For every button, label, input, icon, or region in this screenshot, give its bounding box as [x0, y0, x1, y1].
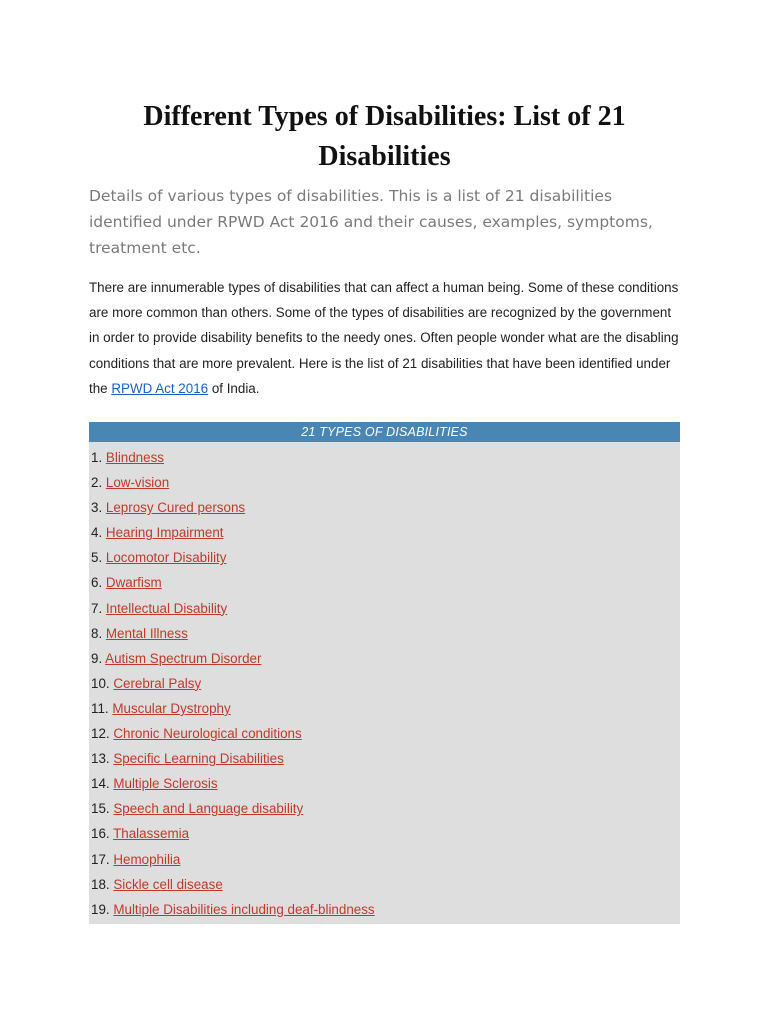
disability-link[interactable]: Locomotor Disability	[105, 550, 227, 566]
list-item-number: 15.	[91, 801, 110, 817]
disability-link[interactable]: Hearing Impairment	[105, 525, 224, 541]
disability-link[interactable]: Thalassemia	[113, 826, 190, 842]
disability-link[interactable]: Low-vision	[105, 475, 170, 491]
disability-link[interactable]: Mental Illness	[105, 625, 188, 641]
list-item	[89, 721, 680, 746]
disability-link[interactable]: Multiple Sclerosis	[113, 776, 218, 792]
list-item	[89, 646, 680, 671]
list-item	[89, 445, 680, 470]
disability-link[interactable]: Cerebral Palsy	[113, 675, 202, 691]
list-item	[89, 796, 680, 821]
list-item	[89, 470, 680, 495]
list-item-number: 4.	[91, 525, 103, 541]
list-item	[89, 520, 680, 545]
list-item	[89, 897, 680, 922]
list-item-number: 7.	[91, 600, 103, 616]
intro-paragraph	[89, 275, 680, 401]
list-item	[89, 696, 680, 721]
disability-link[interactable]: Speech and Language disability	[113, 801, 304, 817]
list-item-number: 2.	[91, 475, 103, 491]
disability-link[interactable]: Multiple Disabilities including deaf-blindness	[113, 901, 375, 917]
list-item-number: 1.	[91, 450, 103, 466]
disability-link[interactable]: Leprosy Cured persons	[105, 500, 246, 516]
list-item-number: 17.	[91, 851, 110, 867]
disability-link[interactable]: Blindness	[105, 450, 164, 466]
list-item-number: 14.	[91, 776, 110, 792]
list-item-number: 9.	[91, 650, 103, 666]
disability-link[interactable]: Autism Spectrum Disorder	[105, 650, 262, 666]
list-item	[89, 847, 680, 872]
disability-link[interactable]: Hemophilia	[113, 851, 181, 867]
rpwd-act-link[interactable]: RPWD Act 2016	[111, 380, 209, 396]
intro-text: There are innumerable types of disabilities that can affect a human being. Some of these conditions are more common than others. Some of the types of disabilities are recognized by the government in order to provide disability benefits to the needy ones. Often people wonder what are the disabling conditions that are more prevalent. Here is the list of 21 disabilities that have been identified under the	[89, 280, 679, 396]
list-item	[89, 746, 680, 771]
list-item-number: 10.	[91, 675, 110, 691]
list-item	[89, 545, 680, 570]
list-item-number: 5.	[91, 550, 103, 566]
disabilities-list	[89, 442, 680, 924]
list-item	[89, 495, 680, 520]
disability-link[interactable]: Chronic Neurological conditions	[113, 726, 302, 742]
article-subtitle: Details of various types of disabilities. This is a list of 21 disabilities identified under RPWD Act 2016 and their causes, examples, symptoms, treatment etc.	[89, 187, 653, 257]
list-item	[89, 621, 680, 646]
list-item-number: 13.	[91, 751, 110, 767]
list-item	[89, 872, 680, 897]
page-title: Different Types of Disabilities: List of 21 Disabilities	[143, 101, 626, 172]
disability-link[interactable]: Specific Learning Disabilities	[113, 751, 284, 767]
intro-suffix: of India.	[208, 380, 260, 396]
disability-link[interactable]: Dwarfism	[105, 575, 162, 591]
list-item-number: 6.	[91, 575, 103, 591]
disabilities-table	[89, 422, 680, 924]
list-item-number: 8.	[91, 625, 103, 641]
disability-link[interactable]: Intellectual Disability	[105, 600, 228, 616]
list-item-number: 3.	[91, 500, 103, 516]
list-item-number: 12.	[91, 726, 110, 742]
article	[89, 97, 680, 924]
list-item	[89, 570, 680, 595]
list-item	[89, 771, 680, 796]
list-item	[89, 596, 680, 621]
disability-link[interactable]: Muscular Dystrophy	[112, 700, 231, 716]
list-item	[89, 671, 680, 696]
list-item-number: 16.	[91, 826, 110, 842]
list-item-number: 18.	[91, 876, 110, 892]
list-item-number: 11.	[91, 700, 109, 716]
table-header: 21 TYPES OF DISABILITIES	[89, 422, 680, 442]
list-item-number: 19.	[91, 901, 110, 917]
disability-link[interactable]: Sickle cell disease	[113, 876, 223, 892]
list-item	[89, 821, 680, 846]
